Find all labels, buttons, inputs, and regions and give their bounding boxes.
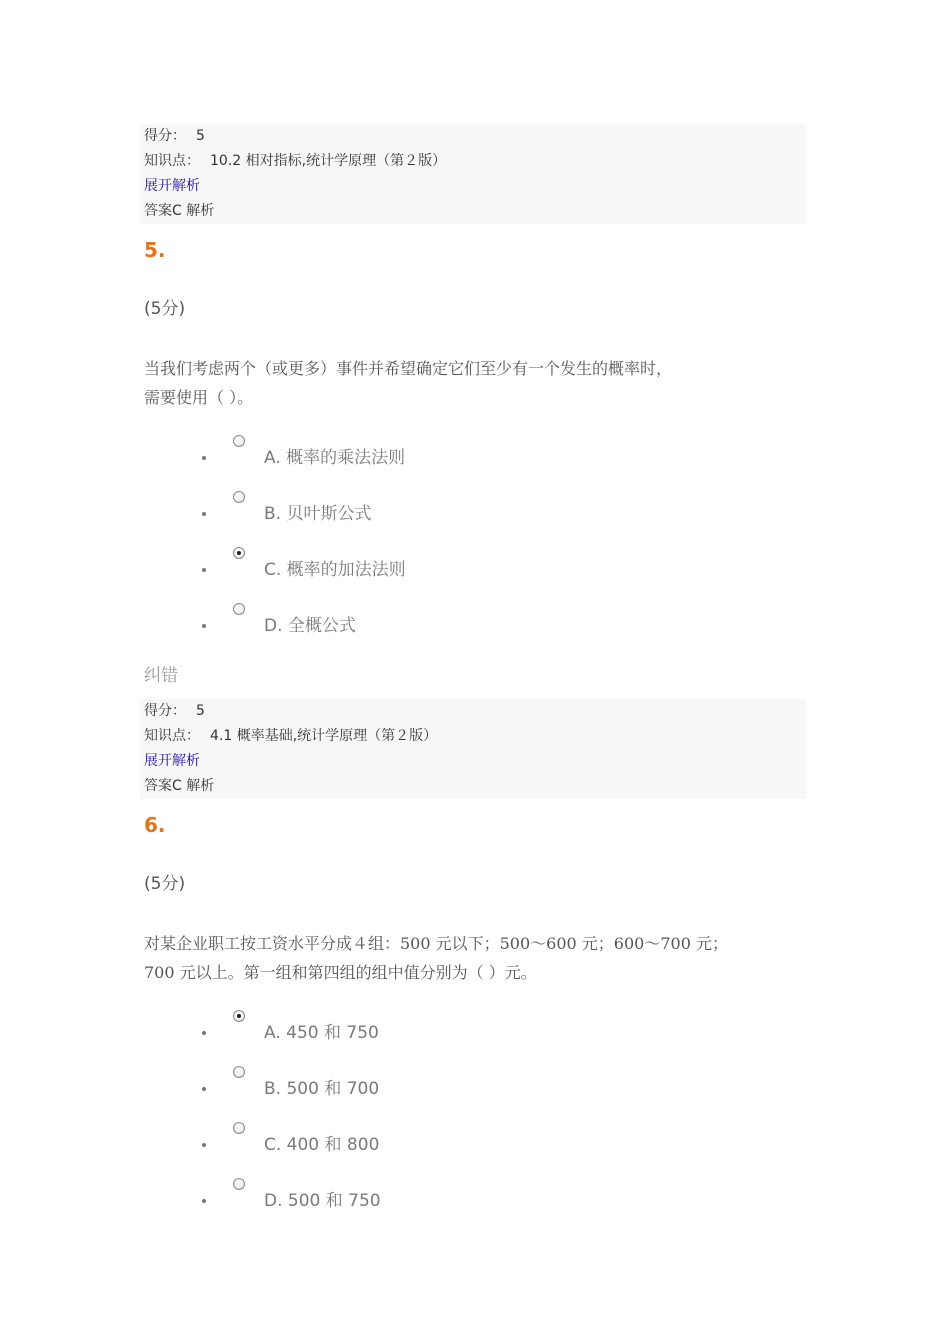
expand-line [144, 749, 802, 774]
expand-analysis-link[interactable]: 展开解析 [144, 753, 200, 769]
score-line [144, 699, 802, 724]
option-label[interactable]: D. 500 和 750 [264, 1191, 381, 1211]
answer-line: 答案C 解析 [144, 203, 215, 219]
option-d[interactable] [200, 1178, 600, 1218]
bullet-icon [202, 624, 206, 628]
bullet-icon [202, 512, 206, 516]
question-stem-line: 对某企业职工按工资水平分成４组：500 元以下；500～600 元；600～700 元； [144, 934, 728, 953]
score-label: 得分： [144, 703, 186, 719]
radio-button[interactable] [233, 1178, 245, 1190]
bullet-icon [202, 1031, 206, 1035]
option-label[interactable]: B. 贝叶斯公式 [264, 504, 372, 524]
option-label[interactable]: C. 概率的加法法则 [264, 560, 406, 580]
radio-button-selected[interactable] [233, 1010, 245, 1022]
radio-button[interactable] [233, 1066, 245, 1078]
knowledge-value: 10.2 相对指标,统计学原理（第２版） [210, 153, 447, 169]
option-a[interactable] [200, 435, 600, 475]
bullet-icon [202, 568, 206, 572]
radio-button[interactable] [233, 491, 245, 503]
bullet-icon [202, 456, 206, 460]
option-c[interactable] [200, 547, 600, 587]
question-stem-line: 当我们考虑两个（或更多）事件并希望确定它们至少有一个发生的概率时， [144, 359, 673, 378]
option-label[interactable]: A. 450 和 750 [264, 1023, 379, 1043]
option-c[interactable] [200, 1122, 600, 1162]
radio-button-selected[interactable] [233, 547, 245, 559]
option-b[interactable] [200, 491, 600, 531]
radio-button[interactable] [233, 1122, 245, 1134]
question-stem-line: 700 元以上。第一组和第四组的组中值分别为（ ）元。 [144, 963, 537, 982]
question-points: (5分) [144, 874, 186, 894]
score-value: 5 [196, 128, 205, 144]
info-box-q5 [140, 699, 806, 799]
option-a[interactable] [200, 1010, 600, 1050]
question-stem-line: 需要使用（ ）。 [144, 388, 254, 407]
answer-line: 答案C 解析 [144, 778, 215, 794]
option-label[interactable]: C. 400 和 800 [264, 1135, 380, 1155]
radio-button[interactable] [233, 435, 245, 447]
bullet-icon [202, 1143, 206, 1147]
option-label[interactable]: B. 500 和 700 [264, 1079, 380, 1099]
question-points: (5分) [144, 299, 186, 319]
expand-analysis-link[interactable]: 展开解析 [144, 178, 200, 194]
knowledge-label: 知识点： [144, 153, 200, 169]
question-stem [144, 929, 784, 987]
expand-line [144, 174, 802, 199]
question-number: 5. [144, 238, 166, 262]
radio-button[interactable] [233, 603, 245, 615]
knowledge-line [144, 149, 802, 174]
question-number: 6. [144, 813, 166, 837]
knowledge-line [144, 724, 802, 749]
score-value: 5 [196, 703, 205, 719]
score-label: 得分： [144, 128, 186, 144]
question-stem [144, 354, 784, 412]
option-label[interactable]: D. 全概公式 [264, 616, 356, 636]
correction-link[interactable]: 纠错 [144, 666, 178, 686]
info-box-q4 [140, 124, 806, 224]
option-label[interactable]: A. 概率的乘法法则 [264, 448, 406, 468]
score-line [144, 124, 802, 149]
bullet-icon [202, 1087, 206, 1091]
knowledge-label: 知识点： [144, 728, 200, 744]
bullet-icon [202, 1199, 206, 1203]
option-b[interactable] [200, 1066, 600, 1106]
knowledge-value: 4.1 概率基础,统计学原理（第２版） [210, 728, 438, 744]
option-d[interactable] [200, 603, 600, 643]
